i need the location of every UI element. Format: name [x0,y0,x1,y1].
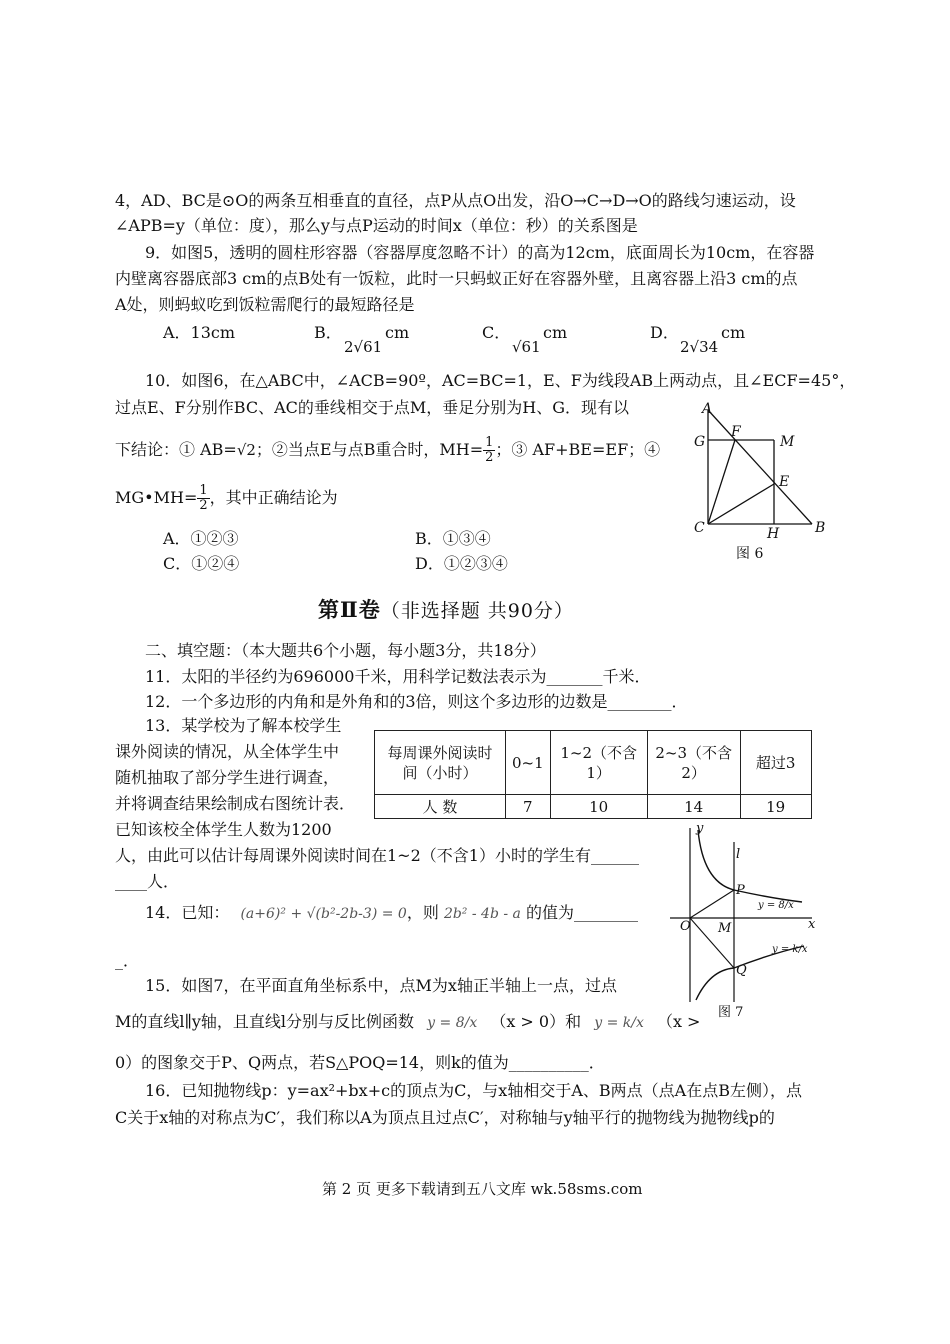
q13-line-4: 并将调查结果绘制成右图统计表． [115,794,356,813]
q8-line-2: ∠APB=y（单位：度），那么y与点P运动的时间x（单位：秒）的关系图是 [115,216,638,235]
q10-option-c: C．①②④ [163,554,240,573]
q14-expression: (a+6)² + √(b²-2b-3) = 0 [240,906,407,922]
page-footer: 第 2 页 更多下载请到五八文库 wk.58sms.com [322,1180,643,1198]
table-cell: 14 [647,795,740,819]
fig6-label-a: A [702,401,713,417]
q9-line-3: A处，则蚂蚁吃到饭粒需爬行的最短路径是 [115,295,415,314]
q10-option-a: A．①②③ [163,529,239,548]
q13-line-3: 随机抽取了部分学生进行调查， [115,768,340,787]
q15-function-1: y = 8/x [427,1015,478,1031]
fig7-label-f8: y = 8/x [758,900,794,911]
fig7-label-p: P [736,883,745,898]
table-header-time: 每周课外阅读时间（小时） [375,731,506,795]
q9-option-b: B． [314,323,342,342]
q8-line-1: 4，AD、BC是⊙O的两条互相垂直的直径，点P从点O出发，沿O→C→D→O的路线匀速运动，设 [115,191,796,210]
fig7-label-l: l [736,847,741,862]
q15-function-2: y = k/x [594,1015,644,1031]
fig6-label-g: G [694,434,706,450]
q15-line-2: M的直线l∥y轴，且直线l分别与反比例函数 y = 8/x （x > 0）和 y = k/x （x > [115,1012,701,1031]
figure-7 [670,822,822,1020]
fig7-label-o: O [680,919,691,934]
q10-line-2: 过点E、F分别作BC、AC的垂线相交于点M，垂足分别为H、G．现有以 [115,398,629,417]
fig6-caption: 图 6 [736,546,764,562]
fig7-label-m: M [718,921,732,936]
q9-option-c: C． [482,323,511,342]
figure-6 [688,398,833,566]
table-cell: 19 [740,795,811,819]
q9-option-a: A．13cm [163,323,236,342]
q10-line-3: 下结论：① AB=√2；②当点E与点B重合时，MH= $\frac{1}{2}$ ；③ AF+BE=EF；④ [115,435,661,465]
table-header-0-1: 0~1 [506,731,551,795]
q13-line-6: 人，由此可以估计每周课外阅读时间在1~2（不含1）小时的学生有______ [115,846,639,865]
fig7-label-q: Q [736,963,747,978]
table-header-2-3: 2~3（不含2） [647,731,740,795]
q9-option-c-root: √61 [512,338,541,356]
q11: 11．太阳的半径约为696000千米，用科学记数法表示为_______千米． [145,667,651,686]
q9-option-c-unit: cm [543,323,568,342]
q9-option-d-unit: cm [721,323,746,342]
q9-option-b-unit: cm [385,323,410,342]
fig6-label-f: F [731,424,741,440]
table-cell: 7 [506,795,551,819]
q9-option-d-root: 2√34 [680,338,719,356]
q14-line: 14．已知： (a+6)² + √(b²-2b-3) = 0，则 2b² - 4b - a 的值为________ [145,903,639,922]
q16-line-1: 16．已知抛物线p：y=ax²+bx+c的顶点为C，与x轴相交于A、B两点（点A在点B左侧），点 [145,1081,802,1100]
fig6-label-e: E [779,474,790,490]
part-2-title: 第Ⅱ卷（非选择题 共90分） [318,597,574,622]
table-header-1-2: 1~2（不含1） [550,731,647,795]
q10-option-d: D．①②③④ [415,554,508,573]
q9-option-b-root: 2√61 [344,338,383,356]
table-cell: 10 [550,795,647,819]
q12: 12．一个多边形的内角和是外角和的3倍，则这个多边形的边数是________． [145,692,688,711]
section-2-heading: 二、填空题：（本大题共6个小题，每小题3分，共18分） [145,641,546,660]
q13-stat-table [374,730,812,819]
q13-line-5: 已知该校全体学生人数为1200 [115,820,332,839]
fig7-label-y: y [696,822,704,836]
fig7-label-fk: y = k/x [772,944,808,955]
q10-option-b: B．①③④ [415,529,491,548]
q13-line-7: ____人． [115,872,180,891]
q16-line-2: C关于x轴的对称点为C′，我们称以A为顶点且过点C′，对称轴与y轴平行的抛物线为抛物线p的 [115,1108,775,1127]
fig7-curve-8-over-x [698,830,802,902]
table-header-over-3: 超过3 [740,731,811,795]
q15-line-1: 15．如图7，在平面直角坐标系中，点M为x轴正半轴上一点，过点 [145,976,617,995]
fig7-label-x: x [808,917,816,932]
q9-line-2: 内壁离容器底部3 cm的点B处有一饭粒，此时一只蚂蚁正好在容器外壁，且离容器上沿3 cm的点 [115,269,798,288]
q13-line-1: 13．某学校为了解本校学生 [145,716,342,735]
q9-line-1: 9．如图5，透明的圆柱形容器（容器厚度忽略不计）的高为12cm，底面周长为10cm，在容器 [145,243,815,262]
fig6-label-b: B [815,520,826,536]
table-row-label: 人 数 [375,795,506,819]
q10-line-1: 10．如图6，在△ABC中，∠ACB=90º，AC=BC=1，E、F为线段AB上两动点，且∠ECF=45°， [145,371,856,390]
q14-expression-2: 2b² - 4b - a [443,906,521,922]
q10-line-4: MG•MH= $\frac{1}{2}$ ，其中正确结论为 [115,483,338,513]
fig6-label-h: H [767,526,780,542]
fig6-label-c: C [694,520,705,536]
q15-line-3: 0）的图象交于P、Q两点，若S△POQ=14，则k的值为__________． [115,1053,605,1072]
q13-line-2: 课外阅读的情况，从全体学生中 [115,742,340,761]
q9-option-d: D． [650,323,679,342]
q14-tail: _． [115,951,140,970]
fig6-label-m: M [780,434,795,450]
fig7-caption: 图 7 [718,1005,744,1020]
